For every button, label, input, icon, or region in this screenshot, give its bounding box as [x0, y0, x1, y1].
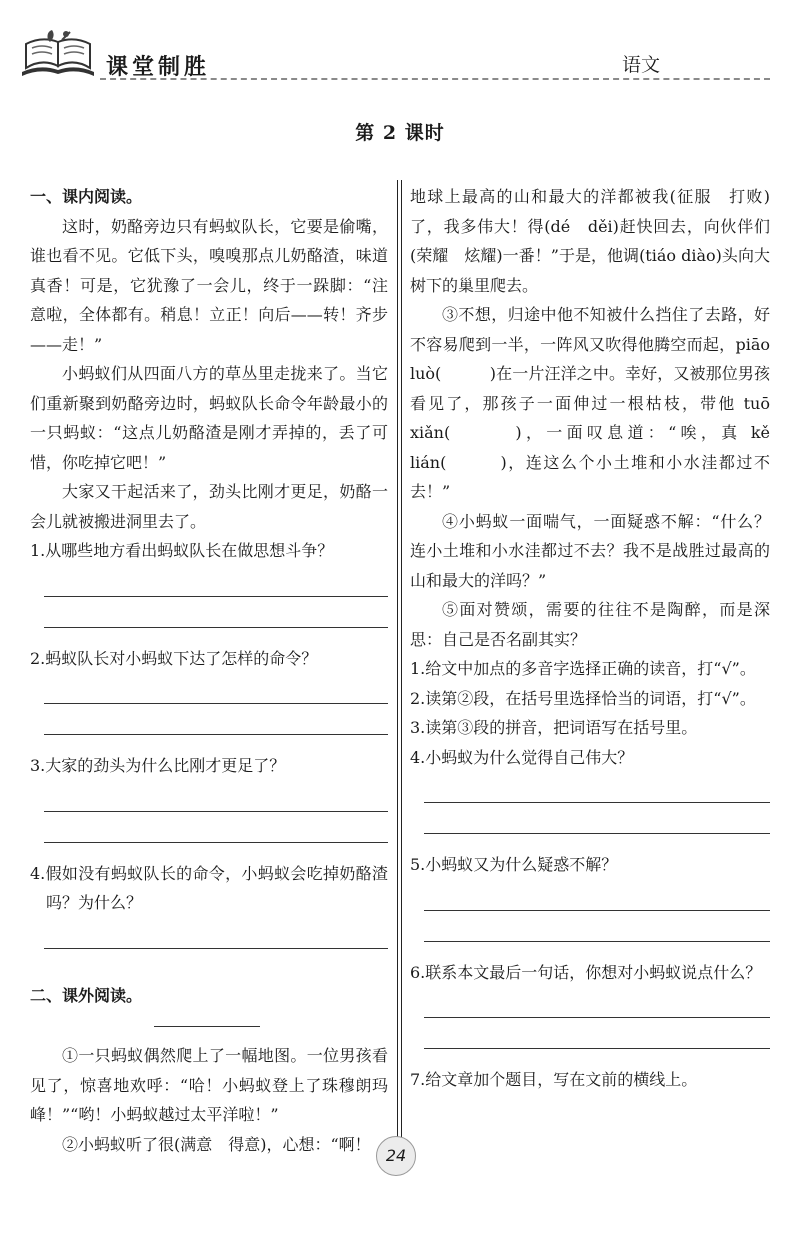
question: 5.小蚂蚁又为什么疑惑不解？ [410, 855, 618, 874]
subject-label: 语文 [622, 54, 661, 76]
title-blank-line[interactable] [154, 1026, 260, 1027]
answer-line[interactable] [44, 918, 388, 949]
brand-title: 课堂制胜 [106, 55, 211, 80]
passage-paragraph: 大家又干起活来了，劲头比刚才更足，奶酪一会儿就被搬进洞里去了。 [30, 482, 388, 531]
answer-line[interactable] [424, 803, 770, 834]
section-heading: 二、课外阅读。 [30, 985, 143, 1005]
passage-paragraph: 这时，奶酪旁边只有蚂蚁队长，它要是偷嘴，谁也看不见。它低下头，嗅嗅那点儿奶酪渣，味道真香！可是，它犹豫了一会儿，终于一跺脚：“注意啦，全体都有。稍息！立正！向后——转！齐步——走！” [30, 216, 388, 354]
column-divider [397, 180, 398, 1138]
lesson-title: 第 2 课时 [355, 122, 445, 144]
passage-paragraph: ⑤面对赞颂，需要的往往不是陶醉，而是深思：自己是否名副其实？ [410, 600, 770, 649]
question: 6.联系本文最后一句话，你想对小蚂蚁说点什么？ [410, 962, 762, 982]
question: 1.从哪些地方看出蚂蚁队长在做思想斗争？ [30, 541, 334, 560]
answer-line[interactable] [44, 673, 388, 704]
passage-paragraph: 地球上最高的山和最大的洋都被我(征服 打败)了，我多伟大！得(dé děi)赶快回去，向伙伴们(荣耀 炫耀)一番！”于是，他调(tiáo diào)头向大树下的巢里爬去。 [410, 187, 770, 295]
book-logo-icon [18, 28, 98, 80]
passage-paragraph: ②小蚂蚁听了很(满意 得意)，心想：“啊！ [62, 1134, 371, 1154]
answer-line[interactable] [424, 772, 770, 803]
header-divider [100, 78, 770, 80]
question: 2.蚂蚁队长对小蚂蚁下达了怎样的命令？ [30, 648, 318, 668]
left-column [30, 182, 388, 1159]
passage-paragraph: ④小蚂蚁一面喘气，一面疑惑不解：“什么？连小土堆和小水洼都过不去？我不是战胜过最高的山和最大的洋吗？” [410, 511, 770, 590]
question: 3.读第③段的拼音，把词语写在括号里。 [410, 718, 698, 737]
answer-line[interactable] [44, 704, 388, 735]
question: 3.大家的劲头为什么比刚才更足了？ [30, 756, 286, 775]
answer-line[interactable] [424, 880, 770, 911]
passage-paragraph: ③不想，归途中他不知被什么挡住了去路，好不容易爬到一半，一阵风又吹得他腾空而起，piāo luò( )在一片汪洋之中。幸好，又被那位男孩看见了，那孩子一面伸过一根枯枝，带他 tuō xiǎn( )，一面叹息道：“唉，真 kě lián( )，连这么个小土堆和小水洼都过不去！” [410, 305, 787, 501]
answer-line[interactable] [424, 1018, 770, 1049]
passage-paragraph: 小蚂蚁们从四面八方的草丛里走拢来了。当它们重新聚到奶酪旁边时，蚂蚁队长命令年龄最小的一只蚂蚁：“这点儿奶酪渣是刚才弄掉的，丢了可惜，你吃掉它吧！” [30, 364, 388, 472]
question: 4.小蚂蚁为什么觉得自己伟大？ [410, 747, 634, 767]
column-divider [401, 180, 402, 1138]
answer-line[interactable] [424, 911, 770, 942]
answer-line[interactable] [44, 781, 388, 812]
answer-line[interactable] [44, 566, 388, 597]
page-header [0, 0, 800, 90]
question: 1.给文中加点的多音字选择正确的读音，打“√”。 [410, 659, 756, 678]
page-number: 24 [376, 1136, 416, 1176]
passage-paragraph: ①一只蚂蚁偶然爬上了一幅地图。一位男孩看见了，惊喜地欢呼：“哈！小蚂蚁登上了珠穆朗玛峰！”“哟！小蚂蚁越过太平洋啦！” [30, 1046, 388, 1124]
question: 4.假如没有蚂蚁队长的命令，小蚂蚁会吃掉奶酪渣吗？为什么？ [30, 863, 388, 912]
question: 7.给文章加个题目，写在文前的横线上。 [410, 1070, 698, 1089]
answer-line[interactable] [44, 812, 388, 843]
answer-line[interactable] [424, 987, 770, 1018]
right-column [410, 182, 787, 1095]
question: 2.读第②段，在括号里选择恰当的词语，打“√”。 [410, 688, 756, 708]
section-heading: 一、课内阅读。 [30, 187, 143, 206]
answer-line[interactable] [44, 597, 388, 628]
